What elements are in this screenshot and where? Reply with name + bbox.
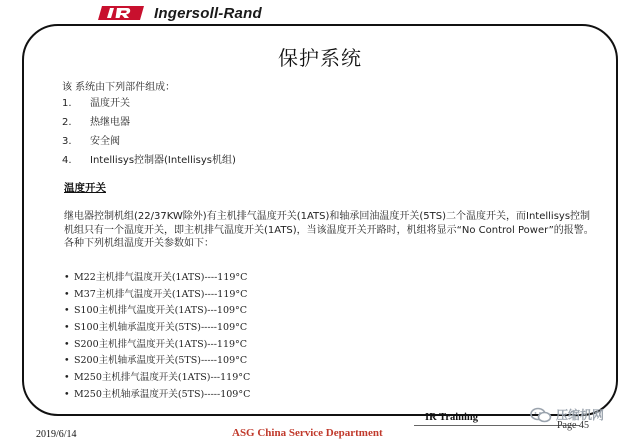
list-item: • S200主机排气温度开关(1ATS)---119°C	[64, 337, 250, 354]
ir-logo-icon	[96, 4, 148, 22]
brand-logo	[96, 2, 556, 24]
list-item: • S100主机轴承温度开关(5TS)-----109°C	[64, 320, 250, 337]
list-item: • M37主机排气温度开关(1ATS)----119°C	[64, 287, 250, 304]
section-heading: 温度开关	[64, 182, 106, 194]
watermark	[530, 406, 604, 423]
intro-text: 该 系统由下列部件组成：	[62, 82, 176, 93]
wechat-icon	[530, 407, 552, 423]
bullet-icon: •	[64, 322, 70, 334]
watermark-text: 压缩机网	[556, 408, 605, 422]
list-item: 2. 热继电器	[62, 117, 130, 128]
slide-title: 保护系统	[278, 46, 362, 70]
bullet-icon: •	[64, 388, 70, 400]
brand-name: Ingersoll-Rand	[154, 4, 262, 22]
bullet-icon: •	[64, 355, 70, 367]
footer-date: 2019/6/14	[36, 429, 77, 440]
footer-department: ASG China Service Department	[232, 427, 383, 439]
list-item: 1. 温度开关	[62, 98, 130, 109]
bullet-icon: •	[64, 272, 70, 283]
parts-list	[62, 94, 236, 170]
bullet-icon: •	[64, 288, 70, 300]
page-number: Page 45	[557, 420, 589, 431]
description-paragraph: 继电器控制机组(22/37KW除外)有主机排气温度开关(1ATS)和轴承回油温度开关(5TS)二个温度开关，而Intellisys控制机组只有一个温度开关，即主机排气温度开关(1ATS)，当该温度开关开路时，机组将显示“No Control Power”的报警。各种下列机组温度开关参数如下：	[64, 211, 594, 249]
list-item: • M22主机排气温度开关(1ATS)----119°C	[64, 270, 250, 287]
list-item: 3. 安全阀	[62, 136, 120, 147]
bullet-icon: •	[64, 372, 70, 384]
list-item: • M250主机排气温度开关(1ATS)---119°C	[64, 370, 250, 387]
spec-list	[64, 270, 250, 404]
footer-divider	[414, 425, 580, 426]
bullet-icon: •	[64, 305, 70, 317]
list-item: • M250主机轴承温度开关(5TS)-----109°C	[64, 387, 250, 404]
list-item: • S200主机轴承温度开关(5TS)-----109°C	[64, 353, 250, 370]
bullet-icon: •	[64, 338, 70, 350]
list-item: 4. Intellisys控制器(Intellisys机组)	[62, 155, 236, 166]
ir-training-label: IR Training	[425, 412, 479, 423]
list-item: • S100主机排气温度开关(1ATS)---109°C	[64, 303, 250, 320]
